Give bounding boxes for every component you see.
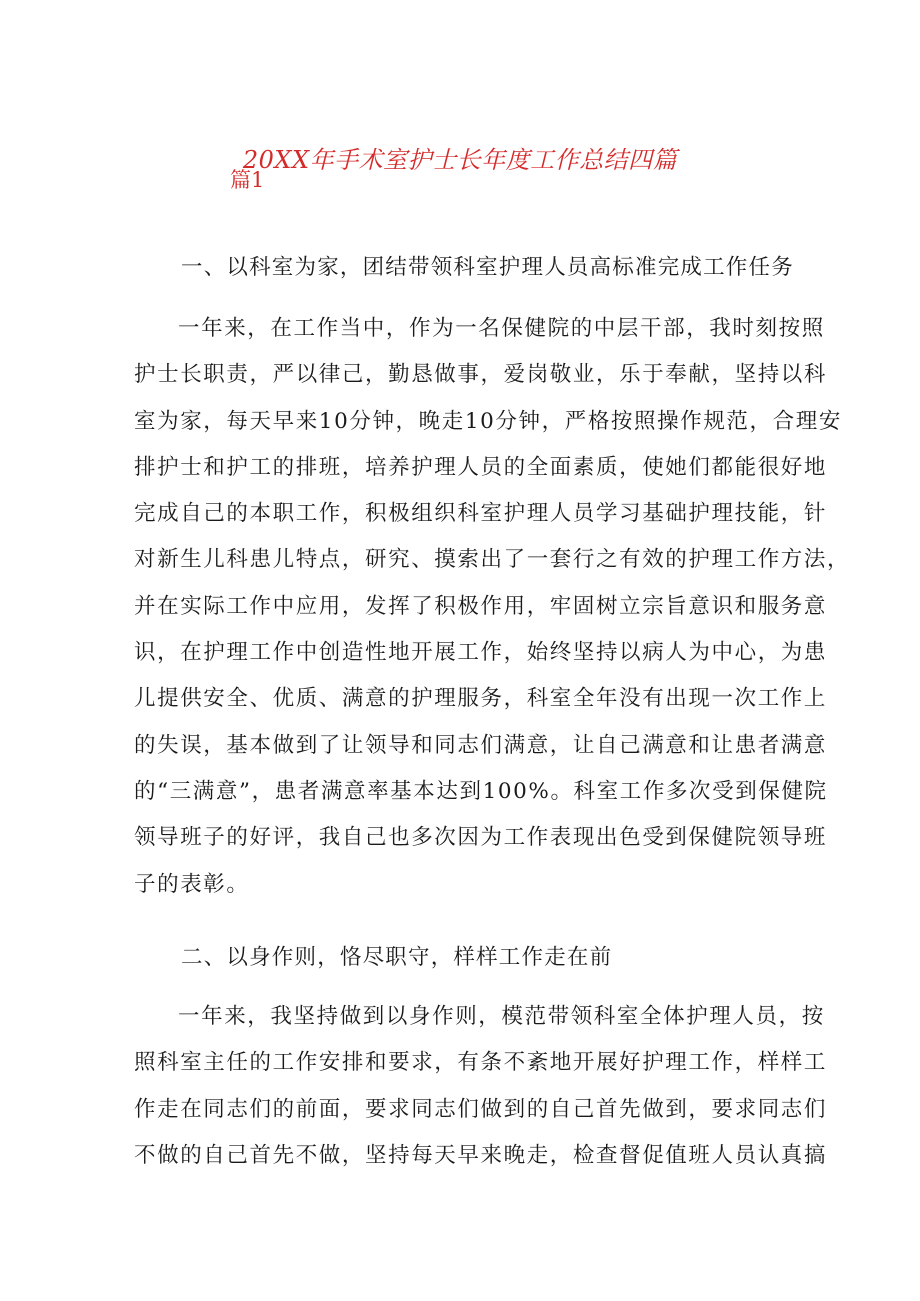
paragraph-line: 的失误，基本做到了让领导和同志们满意，让自己满意和让患者满意 <box>134 732 828 758</box>
paragraph-line: 护士长职责，严以律己，勤恳做事，爱岗敬业，乐于奉献，坚持以科 <box>134 362 828 388</box>
paragraph-line: 作走在同志们的前面，要求同志们做到的自己首先做到，要求同志们 <box>134 1096 828 1122</box>
paragraph-line: 并在实际工作中应用，发挥了积极作用，牢固树立宗旨意识和服务意 <box>134 593 828 619</box>
paragraph-2 <box>134 994 828 1179</box>
heading-1: 一、以科室为家，团结带领科室护理人员高标准完成工作任务 <box>181 255 794 280</box>
paragraph-line: 室为家，每天早来10分钟，晚走10分钟，严格按照操作规范，合理安 <box>134 408 842 434</box>
section-label: 篇1 <box>230 168 265 192</box>
paragraph-line: 识，在护理工作中创造性地开展工作，始终坚持以病人为中心，为患 <box>134 640 828 666</box>
paragraph-line: 不做的自己首先不做，坚持每天早来晚走，检查督促值班人员认真搞 <box>134 1142 828 1168</box>
paragraph-line: 儿提供安全、优质、满意的护理服务，科室全年没有出现一次工作上 <box>134 686 828 712</box>
paragraph-line: 排护士和护工的排班，培养护理人员的全面素质，使她们都能很好地 <box>134 454 828 480</box>
heading-2: 二、以身作则，恪尽职守，样样工作走在前 <box>181 945 613 970</box>
paragraph-line: 照科室主任的工作安排和要求，有条不紊地开展好护理工作，样样工 <box>134 1050 828 1076</box>
paragraph-line: 一年来，我坚持做到以身作则，模范带领科室全体护理人员，按 <box>178 1004 825 1029</box>
paragraph-line: 领导班子的好评，我自己也多次因为工作表现出色受到保健院领导班 <box>134 825 828 851</box>
paragraph-line: 完成自己的本职工作，积极组织科室护理人员学习基础护理技能，针 <box>134 501 828 527</box>
paragraph-line: 的“三满意”，患者满意率基本达到100%。科室工作多次受到保健院 <box>134 778 828 804</box>
document-title: 20XX年手术室护士长年度工作总结四篇 <box>242 146 678 174</box>
paragraph-line: 子的表彰。 <box>134 871 250 897</box>
paragraph-line: 一年来，在工作当中，作为一名保健院的中层干部，我时刻按照 <box>178 316 825 341</box>
paragraph-line: 对新生儿科患儿特点，研究、摸索出了一套行之有效的护理工作方法， <box>134 547 851 573</box>
paragraph-1 <box>134 306 851 908</box>
